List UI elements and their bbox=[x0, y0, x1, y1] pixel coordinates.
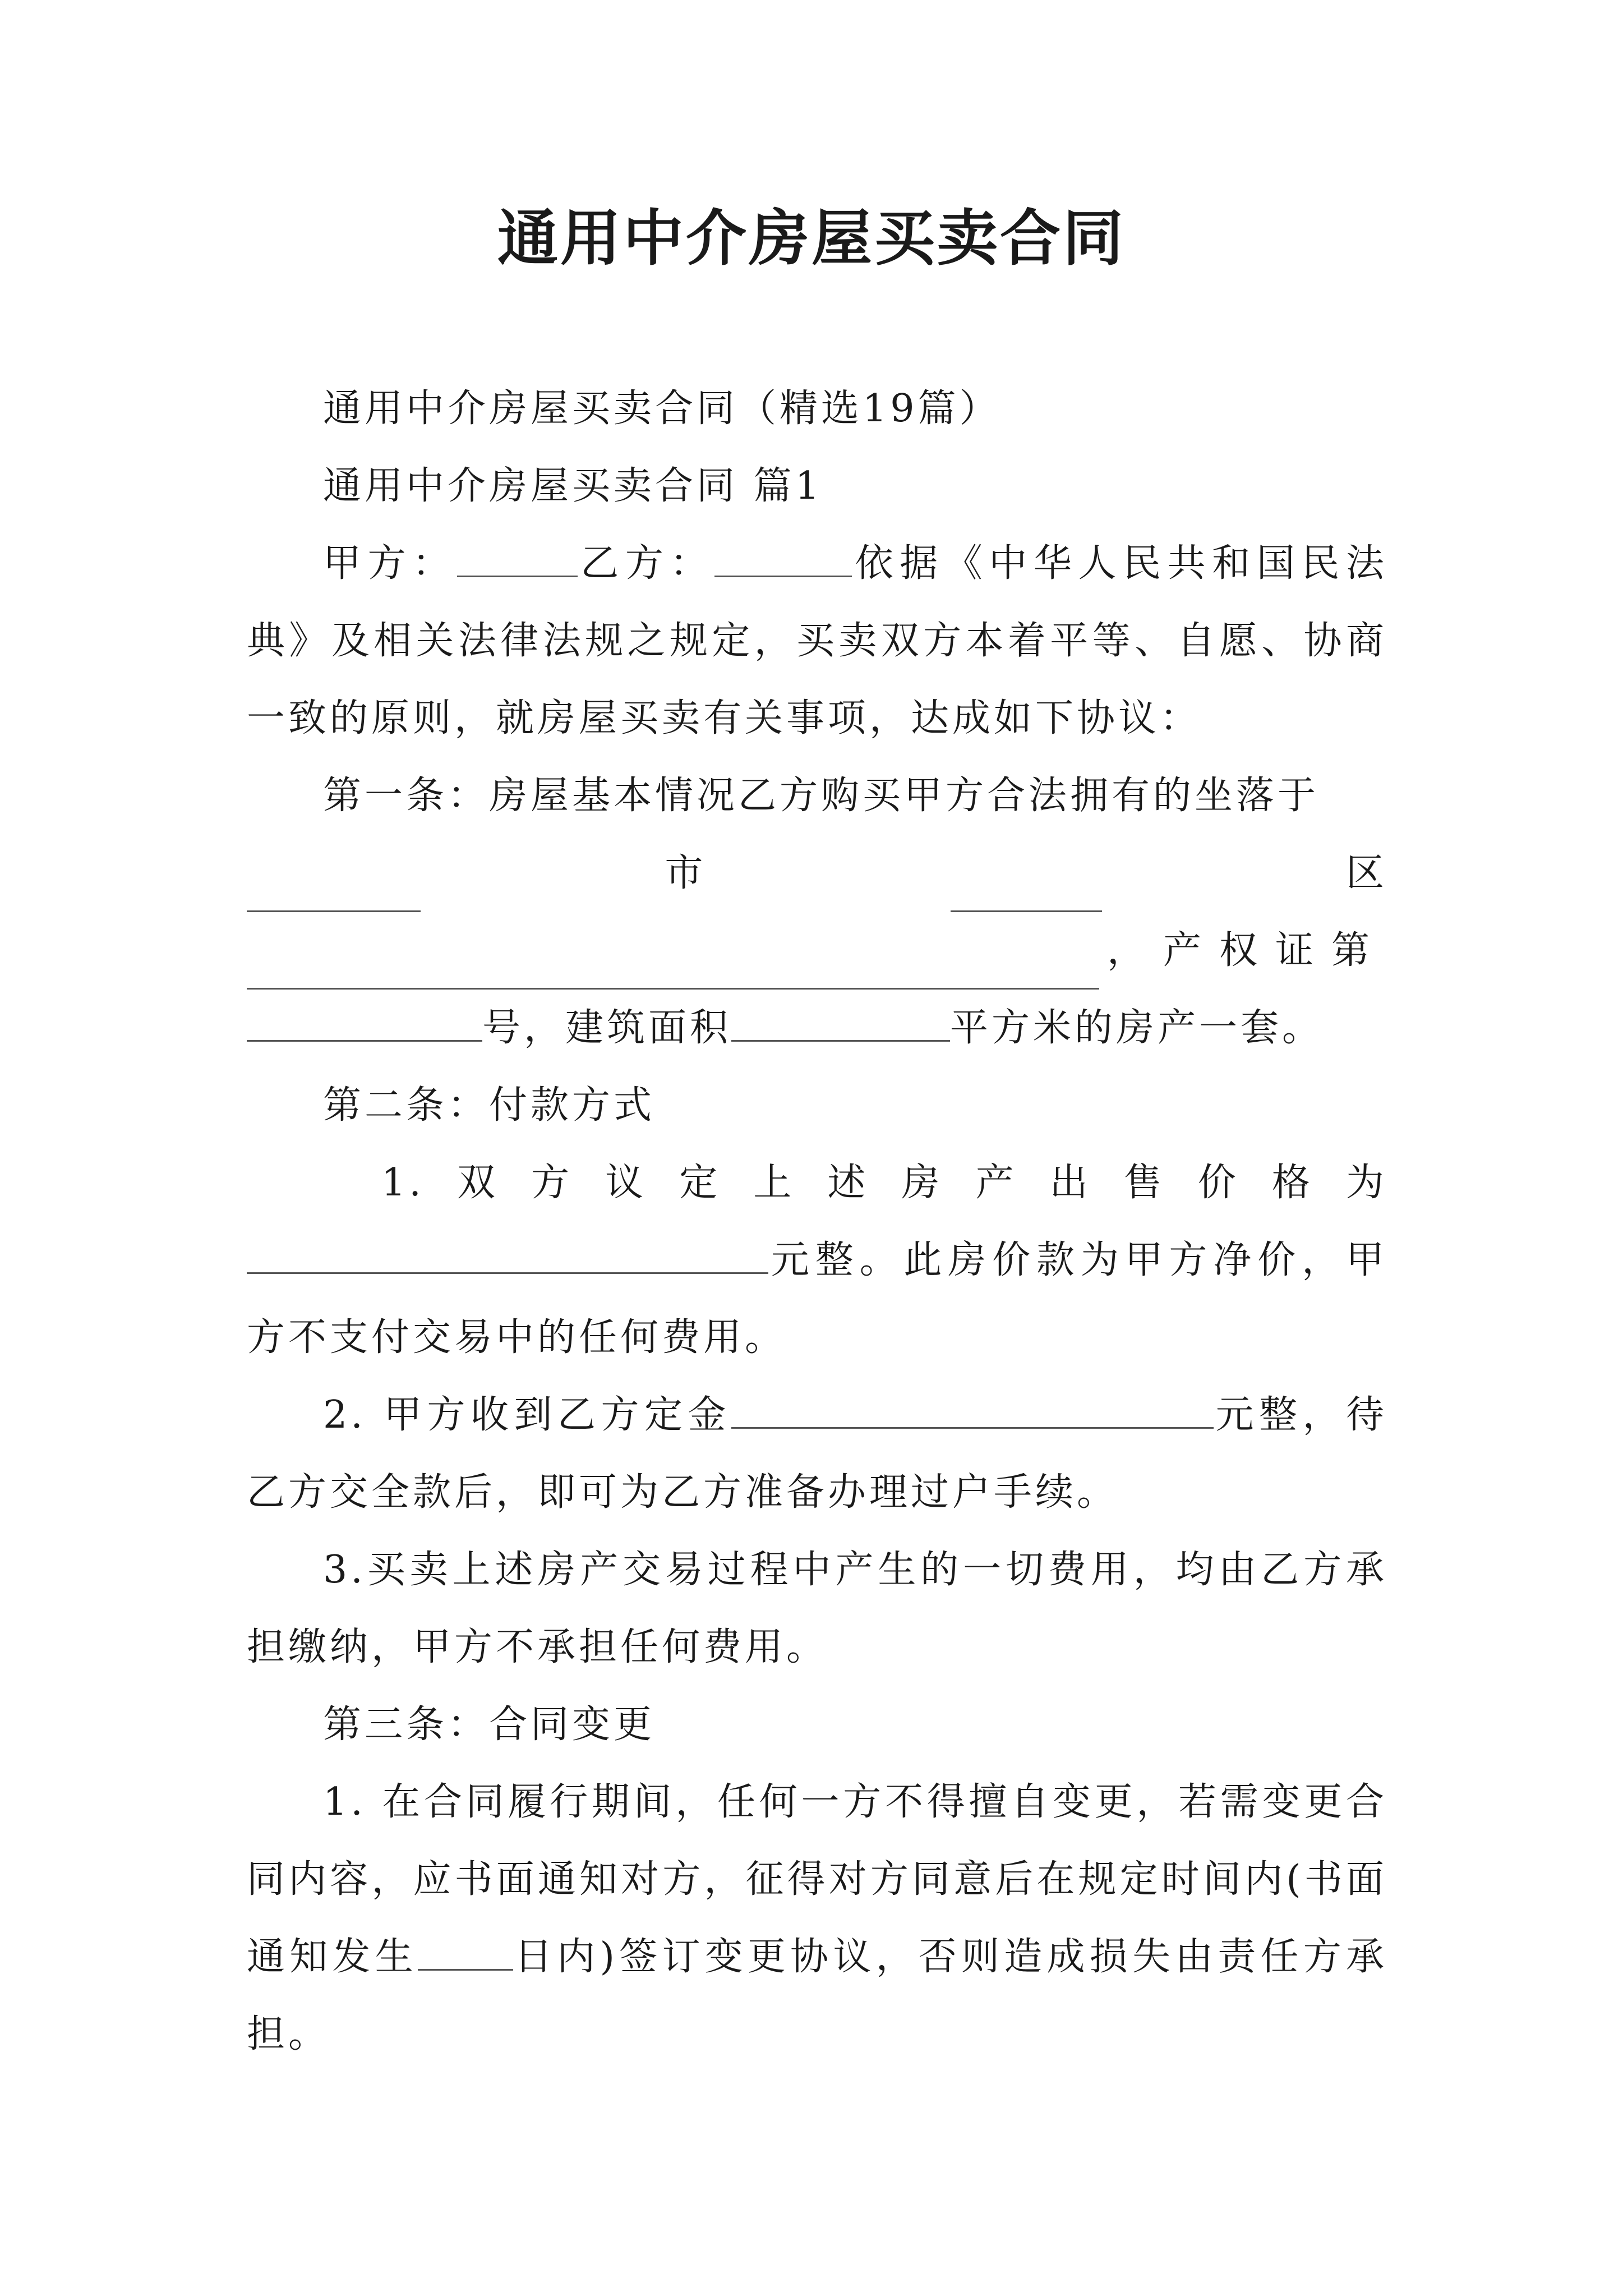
article-1-line-4 bbox=[247, 990, 1387, 1067]
article-1-line-1: 第一条：房屋基本情况乙方购买甲方合法拥有的坐落于 bbox=[323, 774, 1320, 818]
change-text-2: 日内)签订变更协议，否则造成损失由责任方承担。 bbox=[247, 1935, 1387, 2056]
spread-char: 述 bbox=[827, 1161, 869, 1205]
spread-char: 格 bbox=[1271, 1161, 1313, 1205]
deposit-label: 2. 甲方收到乙方定金 bbox=[323, 1393, 731, 1437]
deposit-blank bbox=[731, 1392, 1214, 1429]
change-text-1: 1. 在合同履行期间，任何一方不得擅自变更，若需变更合同内容，应书面通知对方，征得对方同意后在规定时间内(书面通知发生 bbox=[247, 1780, 1387, 1979]
city-blank bbox=[951, 876, 1102, 912]
deposit-text: 元整，待乙方交全款后，即可为乙方准备办理过户手续。 bbox=[247, 1393, 1387, 1515]
article-1-line-3 bbox=[247, 912, 1387, 990]
intro-paragraph bbox=[247, 525, 1387, 757]
party-b-blank bbox=[714, 541, 852, 577]
intro-text: 依据《中华人民共和国民法典》及相关法律法规之规定，买卖双方本着平等、自愿、协商一致的原则，就房屋买卖有关事项，达成如下协议： bbox=[247, 541, 1387, 740]
party-b-label: 乙方： bbox=[577, 541, 715, 586]
spread-char: 1. bbox=[381, 1161, 425, 1205]
article-1-line-2 bbox=[247, 835, 1387, 912]
cert-number-blank bbox=[247, 1005, 482, 1042]
article-2-item-2 bbox=[247, 1377, 1387, 1531]
days-blank bbox=[418, 1934, 513, 1971]
article-2-item-1-rest bbox=[247, 1222, 1387, 1377]
spread-char: 价 bbox=[1197, 1161, 1239, 1205]
cert-label: ，产权证第 bbox=[1106, 928, 1387, 973]
spread-char: 上 bbox=[753, 1161, 795, 1205]
spread-char: 为 bbox=[1345, 1161, 1387, 1205]
article-3-heading: 第三条：合同变更 bbox=[323, 1703, 656, 1747]
spread-char: 房 bbox=[901, 1161, 943, 1205]
party-a-label: 甲方： bbox=[323, 541, 457, 586]
spread-char: 方 bbox=[531, 1161, 573, 1205]
province-blank bbox=[247, 876, 421, 912]
article-2-heading: 第二条：付款方式 bbox=[323, 1083, 656, 1128]
section-heading: 通用中介房屋买卖合同 篇1 bbox=[323, 464, 823, 508]
area-suffix: 平方米的房产一套。 bbox=[950, 1006, 1324, 1050]
subtitle: 通用中介房屋买卖合同（精选19篇） bbox=[323, 386, 1001, 431]
area-blank bbox=[731, 1005, 950, 1042]
article-3-item-1 bbox=[247, 1764, 1387, 2073]
document-body bbox=[247, 370, 1387, 2073]
spread-char: 出 bbox=[1049, 1161, 1091, 1205]
area-label: 号，建筑面积 bbox=[482, 1006, 732, 1050]
party-a-blank bbox=[457, 541, 578, 577]
price-text: 元整。此房价款为甲方净价，甲方不支付交易中的任何费用。 bbox=[247, 1238, 1387, 1360]
document-title: 通用中介房屋买卖合同 bbox=[497, 203, 1126, 274]
price-blank bbox=[247, 1237, 768, 1274]
article-2-item-3: 3.买卖上述房产交易过程中产生的一切费用，均由乙方承担缴纳，甲方不承担任何费用。 bbox=[247, 1548, 1387, 1669]
district-label: 区 bbox=[1345, 851, 1387, 895]
spread-char: 议 bbox=[605, 1161, 647, 1205]
spread-char: 定 bbox=[679, 1161, 721, 1205]
spread-char: 双 bbox=[457, 1161, 499, 1205]
article-2-item-1-line-1 bbox=[247, 1144, 1387, 1222]
spread-char: 售 bbox=[1123, 1161, 1165, 1205]
spread-char: 产 bbox=[975, 1161, 1017, 1205]
city-label: 市 bbox=[665, 851, 707, 895]
address-blank bbox=[247, 953, 1099, 990]
